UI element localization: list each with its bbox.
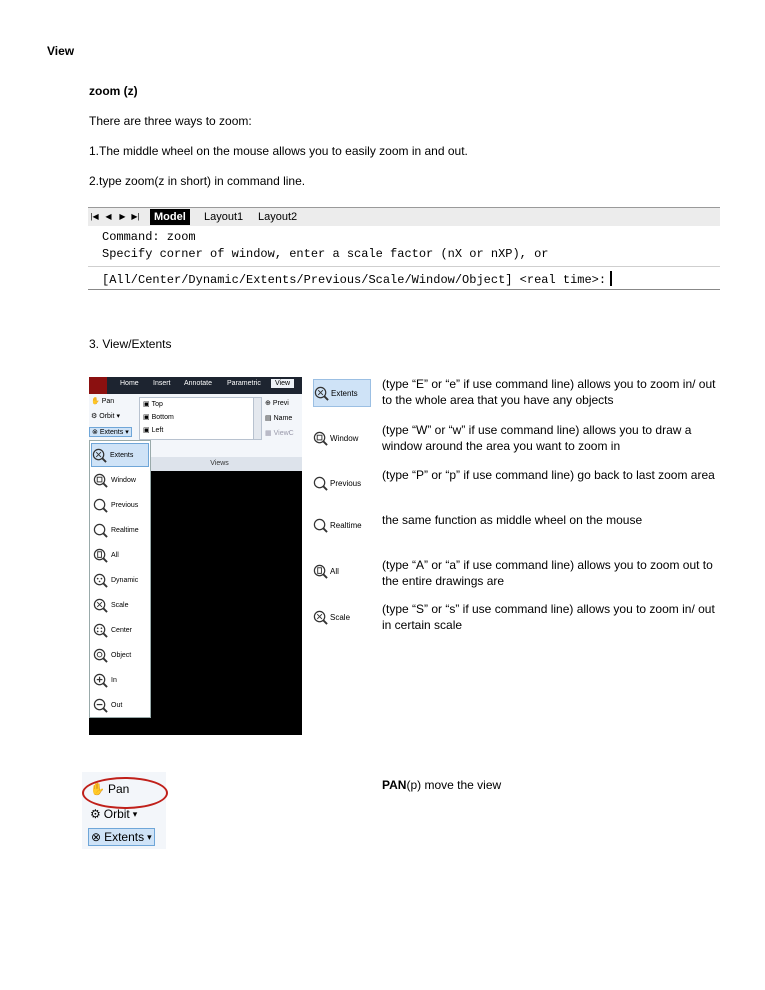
command-divider [88, 266, 720, 267]
extents-button[interactable]: ⊗ Extents ▾ [88, 828, 155, 846]
ribbon-named-views-button[interactable]: ▤ Name [265, 414, 293, 422]
intro-text: There are three ways to zoom: [89, 114, 252, 128]
ribbon-tab-view[interactable]: View [271, 379, 294, 388]
zoom-out-icon [93, 698, 108, 713]
zoom-dropdown-menu [89, 440, 151, 718]
zoom-previous-icon [313, 476, 328, 491]
pan-hand-icon: ✋ [90, 782, 105, 796]
ribbon-tab-home[interactable]: Home [120, 380, 139, 387]
step-3-text: 3. View/Extents [89, 337, 172, 351]
dropdown-out[interactable]: Out [93, 694, 147, 716]
view-bottom[interactable]: ▣ Bottom [143, 413, 174, 421]
option-icon-window: Window [313, 425, 373, 451]
zoom-realtime-icon [313, 518, 328, 533]
all-description: (type “A” or “a” if use command line) allows you to zoom out to the entire drawings are [382, 558, 713, 588]
zoom-previous-icon [93, 498, 108, 513]
zoom-dynamic-icon [93, 573, 108, 588]
zoom-object-icon [93, 648, 108, 663]
text-cursor [610, 271, 612, 286]
zoom-window-icon [313, 431, 328, 446]
command-line-screenshot [88, 207, 720, 289]
views-list[interactable] [139, 397, 254, 440]
pan-screenshot [82, 772, 166, 849]
zoom-extents-icon: ⊗ [92, 429, 98, 436]
view-top[interactable]: ▣ Top [143, 400, 163, 408]
ribbon-pan-button[interactable]: ✋ Pan [91, 397, 115, 405]
views-scrollbar[interactable] [253, 397, 262, 440]
previous-description: (type “P” or “p” if use command line) go back to last zoom area [382, 468, 715, 482]
scale-description: (type “S” or “s” if use command line) allows you to zoom in/ out in certain scale [382, 602, 715, 632]
dropdown-realtime[interactable]: Realtime [93, 519, 147, 541]
ribbon-previous-button[interactable]: ⊕ Previ [265, 399, 289, 407]
dropdown-extents[interactable]: Extents [91, 443, 149, 467]
next-tab-icon[interactable]: ▶ [119, 212, 126, 221]
cube-left-icon: ▣ [143, 427, 150, 434]
zoom-extents-icon [92, 448, 107, 463]
dropdown-in[interactable]: In [93, 669, 147, 691]
zoom-scale-icon [93, 598, 108, 613]
pan-button[interactable]: ✋ Pan [90, 782, 130, 796]
dropdown-all[interactable]: All [93, 544, 147, 566]
pan-description: PAN(p) move the view [382, 778, 502, 792]
tab-layout2[interactable]: Layout2 [258, 211, 298, 223]
ribbon-extents-button[interactable]: ⊗ Extents ▾ [89, 427, 132, 437]
zoom-window-icon [93, 473, 108, 488]
dropdown-previous[interactable]: Previous [93, 494, 147, 516]
pan-hand-icon: ✋ [91, 398, 100, 405]
dropdown-center[interactable]: Center [93, 619, 147, 641]
zoom-realtime-icon [93, 523, 108, 538]
zoom-previous-icon: ⊕ [265, 400, 271, 407]
section-heading: View [47, 44, 75, 58]
app-menu-icon[interactable] [89, 377, 107, 394]
window-description: (type “W” or “w” if use command line) allows you to draw a window around the area you want to zoom in [382, 423, 692, 453]
cube-bottom-icon: ▣ [143, 414, 150, 421]
option-icon-scale: Scale [313, 604, 373, 630]
ribbon-tab-annotate[interactable]: Annotate [184, 380, 213, 387]
zoom-title: zoom (z) [89, 84, 138, 98]
orbit-icon: ⚙ [90, 807, 101, 821]
cube-top-icon: ▣ [143, 401, 150, 408]
tab-layout1[interactable]: Layout1 [204, 211, 244, 223]
ribbon-screenshot [89, 377, 302, 735]
zoom-in-icon [93, 673, 108, 688]
option-icon-realtime: Realtime [313, 512, 373, 538]
chevron-down-icon: ▾ [125, 429, 129, 436]
dropdown-dynamic[interactable]: Dynamic [93, 569, 147, 591]
orbit-button[interactable]: ⚙ Orbit ▾ [90, 807, 138, 821]
step-1-text: 1.The middle wheel on the mouse allows you to easily zoom in and out. [89, 144, 468, 158]
ribbon-tab-insert[interactable]: Insert [153, 380, 171, 387]
zoom-all-icon [313, 564, 328, 579]
layout-tab-bar [88, 207, 720, 227]
realtime-description: the same function as middle wheel on the mouse [382, 513, 643, 527]
chevron-down-icon: ▾ [147, 831, 152, 842]
zoom-all-icon [93, 548, 108, 563]
option-icon-previous: Previous [313, 470, 373, 496]
ribbon-viewcube-button[interactable]: ▦ ViewC [265, 429, 294, 437]
dropdown-window[interactable]: Window [93, 469, 147, 491]
dropdown-scale[interactable]: Scale [93, 594, 147, 616]
zoom-center-icon [93, 623, 108, 638]
command-line-2: Specify corner of window, enter a scale factor (nX or nXP), or [102, 247, 549, 261]
last-tab-icon[interactable]: ▶| [131, 212, 140, 221]
first-tab-icon[interactable]: |◀ [90, 212, 99, 221]
command-line-1: Command: zoom [102, 230, 196, 244]
command-prompt-text: [All/Center/Dynamic/Extents/Previous/Scale/Window/Object] <real time>: [102, 273, 607, 287]
named-views-icon: ▤ [265, 415, 272, 422]
view-left[interactable]: ▣ Left [143, 426, 164, 434]
zoom-scale-icon [313, 610, 328, 625]
views-panel-label: Views [137, 457, 302, 471]
zoom-extents-icon: ⊗ [91, 830, 102, 844]
option-icon-all: All [313, 558, 373, 584]
dropdown-object[interactable]: Object [93, 644, 147, 666]
ribbon-orbit-button[interactable]: ⚙ Orbit ▾ [91, 412, 120, 420]
command-prompt[interactable] [102, 271, 612, 287]
orbit-icon: ⚙ [91, 413, 98, 420]
chevron-down-icon: ▾ [116, 413, 120, 420]
ribbon-tab-bar [89, 377, 302, 394]
zoom-extents-icon [314, 386, 329, 401]
command-area[interactable] [88, 226, 720, 290]
prev-tab-icon[interactable]: ◀ [105, 212, 112, 221]
highlight-oval [82, 777, 168, 809]
extents-description: (type “E” or “e” if use command line) allows you to zoom in/ out to the whole area that you have any objects [382, 377, 716, 407]
option-icon-extents: Extents [313, 379, 371, 407]
step-2-text: 2.type zoom(z in short) in command line. [89, 174, 306, 188]
chevron-down-icon: ▾ [132, 808, 138, 819]
ribbon-tab-parametric[interactable]: Parametric [227, 380, 261, 387]
tab-model[interactable]: Model [150, 209, 190, 225]
viewcube-icon: ▦ [265, 430, 272, 437]
